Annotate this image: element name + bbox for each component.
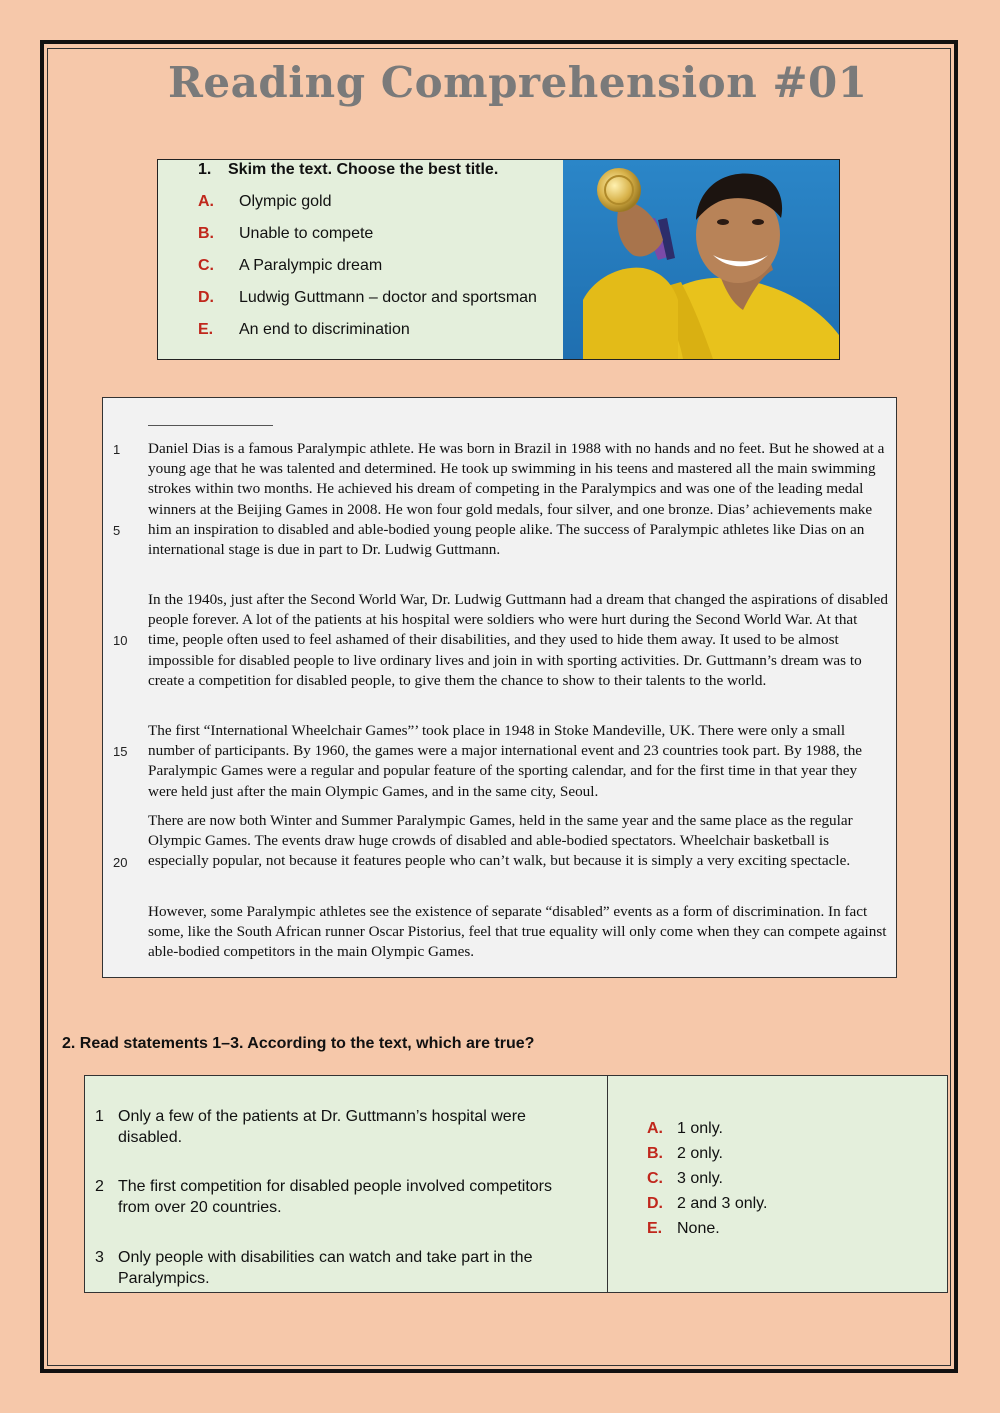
question-2-option-d[interactable]	[647, 1195, 767, 1220]
question-2-option-c[interactable]	[647, 1170, 767, 1195]
option-letter: E.	[198, 321, 214, 338]
option-text: Ludwig Guttmann – doctor and sportsman	[239, 289, 537, 306]
option-text: 2 only.	[677, 1145, 723, 1162]
option-letter: C.	[647, 1170, 663, 1187]
statement-number: 1	[95, 1108, 104, 1125]
gold-medal-icon	[597, 168, 641, 212]
option-letter: D.	[647, 1195, 663, 1212]
statement-1	[95, 1107, 585, 1148]
athlete-photo	[563, 160, 839, 359]
question-1-option-d[interactable]	[198, 289, 537, 321]
option-letter: B.	[647, 1145, 663, 1162]
question-2-heading: 2. Read statements 1–3. According to the text, which are true?	[62, 1035, 535, 1052]
statement-text: Only a few of the patients at Dr. Guttmann’s hospital were disabled.	[118, 1108, 526, 1146]
option-letter: D.	[198, 289, 214, 306]
question-2-option-a[interactable]	[647, 1120, 767, 1145]
option-letter: B.	[198, 225, 214, 242]
option-letter: C.	[198, 257, 214, 274]
option-text: None.	[677, 1220, 720, 1237]
statement-3	[95, 1248, 585, 1289]
page-title: Reading Comprehension #01	[168, 58, 868, 107]
option-text: 1 only.	[677, 1120, 723, 1137]
option-text: Unable to compete	[239, 225, 374, 242]
question-1-prompt: Skim the text. Choose the best title.	[228, 161, 499, 178]
statement-2	[95, 1177, 585, 1218]
question-1-heading	[198, 161, 498, 179]
line-number: 20	[113, 855, 128, 870]
passage-paragraph-4: There are now both Winter and Summer Paralympic Games, held in the same year and the same place as the regular Olympic Games. The events draw huge crowds of disabled and able-bodied spectators. Wheelchair basketball is especially popular, not because it features people who can’t walk, but because it is simply a very exciting spectacle.	[148, 812, 853, 870]
option-letter: E.	[647, 1220, 663, 1237]
passage-paragraph-3: The first “International Wheelchair Games”’ took place in 1948 in Stoke Mandeville, UK. There were only a small number of participants. By 1960, the games were a major international event and 23 countries took part. By 1988, the Paralympic Games were a regular and popular feature of the sporting calendar, and for the first time in that year they were held just after the main Olympic Games, and in the same city, Seoul.	[148, 722, 863, 800]
passage-paragraph-1: Daniel Dias is a famous Paralympic athlete. He was born in Brazil in 1988 with no hands and no feet. But he showed at a young age that he was talented and determined. He took up swimming in his teens and mastered all the main swimming strokes within two months. He achieved his dream of competing in the Paralympics and was one of the leading medal winners at the Beijing Games in 2008. He won four gold medals, four silver, and one bronze. Dias’ achievements make him an inspiration to disabled and able-bodied young people alike. The success of Paralympic athletes like Dias on an international stage is due in part to Dr. Ludwig Guttmann.	[148, 440, 885, 559]
question-2-option-e[interactable]	[647, 1220, 767, 1245]
question-1-panel	[157, 159, 840, 360]
question-2-option-b[interactable]	[647, 1145, 767, 1170]
line-number: 5	[113, 523, 121, 538]
passage-paragraph-2: In the 1940s, just after the Second World War, Dr. Ludwig Guttmann had a dream that changed the aspirations of disabled people forever. A lot of the patients at his hospital were soldiers who were hurt during the Second World War. At that time, people often used to feel ashamed of their disabilities, and they used to hide them away. It used to be almost impossible for disabled people to live ordinary lives and join in with sporting activities. Dr. Guttmann’s dream was to create a competition for disabled people, to give them the chance to show to their talents to the world.	[148, 591, 888, 689]
line-number: 10	[113, 633, 128, 648]
blank-title-line	[148, 425, 273, 426]
option-text: 3 only.	[677, 1170, 723, 1187]
question-1-option-a[interactable]	[198, 193, 537, 225]
option-letter: A.	[647, 1120, 663, 1137]
option-text: An end to discrimination	[239, 321, 410, 338]
line-number: 1	[113, 442, 121, 457]
option-text: Olympic gold	[239, 193, 332, 210]
option-letter: A.	[198, 193, 214, 210]
question-1-option-c[interactable]	[198, 257, 537, 289]
question-1-options	[198, 193, 537, 353]
question-2-panel	[84, 1075, 948, 1293]
statement-number: 3	[95, 1249, 104, 1266]
statement-text: Only people with disabilities can watch and take part in the Paralympics.	[118, 1249, 533, 1287]
passage-paragraph-5: However, some Paralympic athletes see the existence of separate “disabled” events as a form of discrimination. In fact some, like the South African runner Oscar Pistorius, feel that true equality will only come when they can compete against able-bodied competitors in the main Olympic Games.	[148, 903, 887, 961]
question-2-options	[647, 1120, 767, 1245]
athlete-photo-illustration	[563, 160, 839, 359]
reading-passage	[102, 397, 897, 978]
statement-text: The first competition for disabled people involved competitors from over 20 countries.	[118, 1178, 552, 1216]
line-number: 15	[113, 744, 128, 759]
option-text: 2 and 3 only.	[677, 1195, 768, 1212]
question-1-number: 1.	[198, 161, 212, 178]
statement-number: 2	[95, 1178, 104, 1195]
question-1-option-b[interactable]	[198, 225, 537, 257]
panel-divider	[607, 1076, 608, 1292]
question-1-option-e[interactable]	[198, 321, 537, 353]
option-text: A Paralympic dream	[239, 257, 383, 274]
